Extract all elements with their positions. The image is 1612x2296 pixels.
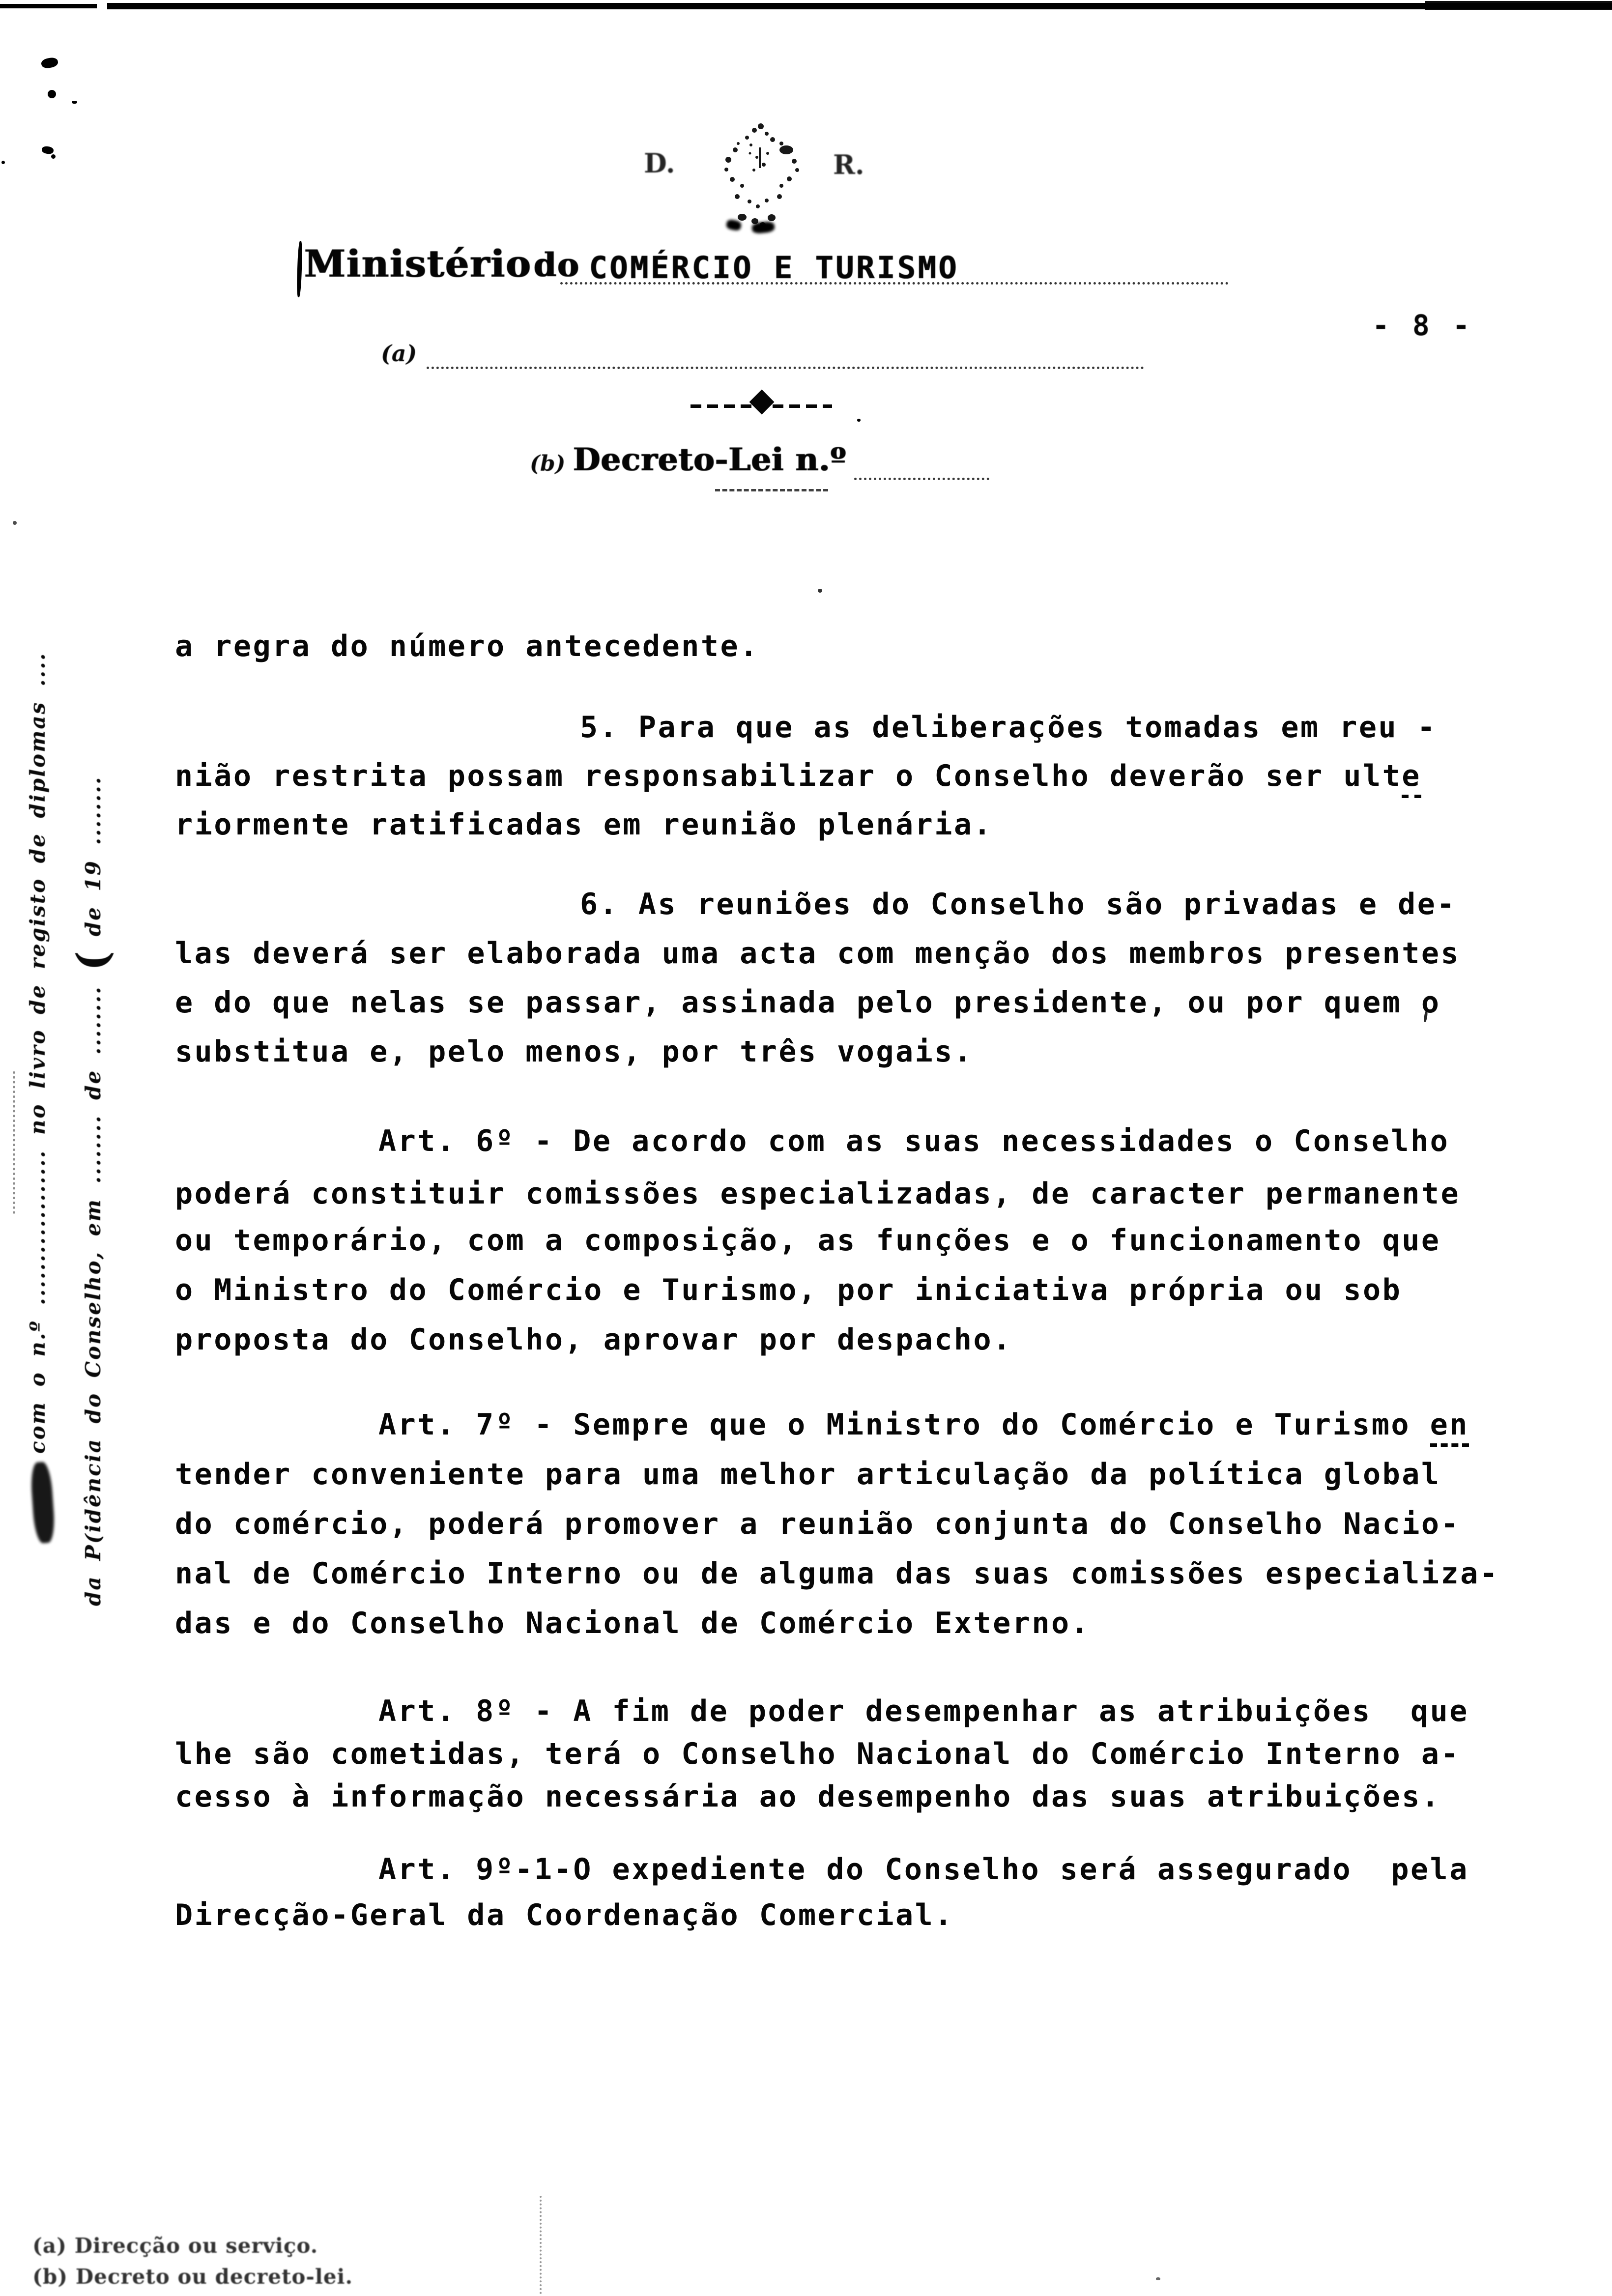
body-text: Art. 8º - A fim de poder desempenhar as atribuições que (378, 1694, 1469, 1728)
print-bracket-stroke (296, 241, 303, 297)
body-text: do comércio, poderá promover a reunião conjunta do Conselho Nacio- (175, 1507, 1461, 1541)
body-text-underlined: en (1430, 1407, 1469, 1447)
scan-edge-line (0, 4, 97, 8)
body-line (175, 1779, 1441, 1814)
body-line (378, 1852, 1469, 1887)
body-text: nião restrita possam responsabilizar o Conselho deverão ser ult (175, 759, 1402, 793)
margin-note-text: da P(idência do Conselho, em ........ de ........ (81, 971, 105, 1606)
body-line (175, 1608, 1090, 1638)
body-text: tender conveniente para uma melhor articulação da política global (175, 1457, 1441, 1492)
divider-diamond-icon (749, 390, 775, 415)
field-a-dotted-line (427, 367, 1144, 369)
body-text: ou temporário, com a composição, as funções e o funcionamento que (175, 1223, 1441, 1258)
footer-dotted-line (540, 2196, 542, 2294)
body-text-underlined: e (1402, 759, 1421, 798)
ink-speck (13, 521, 17, 525)
footnote-b: (b) Decreto ou decreto-lei. (32, 2265, 353, 2289)
body-text: las deverá ser elaborada uma acta com menção dos membros presentes (175, 936, 1461, 971)
ink-speck (1, 161, 5, 164)
body-text: lhe são cometidas, terá o Conselho Nacional do Comércio Interno a- (175, 1737, 1461, 1771)
ink-speck (48, 90, 56, 98)
field-b-label: (b) (530, 451, 566, 476)
stamp-letter-right: R. (833, 149, 864, 180)
body-text: 5. Para que as deliberações tomadas em reu - (580, 710, 1437, 745)
body-text: 6. As reuniões do Conselho são privadas e de- (580, 887, 1457, 921)
body-text: riormente ratificadas em reunião plenária. (175, 807, 993, 842)
margin-dotted-line (13, 1071, 15, 1214)
ink-speck (1156, 2277, 1160, 2280)
stamp-emblem-icon (708, 123, 813, 233)
page-number: - 8 - (1372, 309, 1473, 342)
body-text: nal de Comércio Interno ou de alguma das suas comissões especializa- (175, 1556, 1499, 1591)
body-text: proposta do Conselho, aprovar por despacho. (175, 1322, 1012, 1357)
body-line (175, 1322, 1012, 1357)
divider-ornament (691, 404, 752, 408)
body-line (378, 1407, 1469, 1442)
form-dotted-line (560, 282, 1229, 285)
body-line (175, 1223, 1441, 1258)
decree-underline (715, 489, 828, 491)
ministry-connector: do (533, 246, 580, 284)
ministry-script-label: Ministério (304, 242, 531, 286)
body-line (580, 887, 1457, 921)
ministry-name: COMÉRCIO E TURISMO (589, 250, 959, 286)
body-text: Art. 6º - De acordo com as suas necessidades o Conselho (378, 1124, 1450, 1158)
field-a-label: (a) (381, 340, 417, 367)
body-line (175, 761, 1421, 791)
body-text: das e do Conselho Nacional de Comércio Externo. (175, 1606, 1091, 1640)
body-line (378, 1126, 1449, 1156)
margin-note-text: de 19 ........ (81, 775, 105, 951)
margin-note-line-2 (68, 775, 117, 1606)
margin-note-paren: ( (68, 950, 117, 971)
body-text: substitua e, pelo menos, por três vogais. (175, 1034, 974, 1069)
body-line (175, 1457, 1441, 1492)
body-text: o Ministro do Comércio e Turismo, por iniciativa própria ou sob (175, 1273, 1402, 1307)
body-text: cesso à informação necessária ao desempenho das suas atribuições. (175, 1779, 1441, 1814)
body-text: Art. 9º-1-O expediente do Conselho será assegurado pela (378, 1852, 1469, 1887)
footnote-a: (a) Direcção ou serviço. (32, 2234, 318, 2258)
body-line (378, 1696, 1469, 1726)
ink-speck (857, 419, 861, 422)
body-line (175, 1556, 1499, 1591)
ink-speck (41, 57, 59, 69)
body-text: a regra do número antecedente. (175, 629, 759, 663)
body-line (175, 1034, 974, 1069)
body-line (580, 710, 1437, 745)
margin-note-line-1: com o n.º .................. no livro de registo de diplomas .... (26, 652, 50, 1454)
body-text: poderá constituir comissões especializadas, de caracter permanente (175, 1177, 1461, 1211)
body-line (175, 1900, 954, 1930)
ink-speck (41, 145, 54, 154)
divider-ornament (773, 404, 832, 408)
ink-speck (51, 154, 56, 159)
body-line (175, 1739, 1460, 1769)
ink-speck (72, 101, 77, 104)
body-line (175, 1509, 1460, 1539)
body-line (175, 936, 1461, 971)
body-line (175, 631, 759, 661)
body-text: Art. 7º - Sempre que o Ministro do Comércio e Turismo (378, 1407, 1430, 1442)
body-line (175, 807, 993, 842)
decree-label: Decreto-Lei n.º (573, 441, 846, 478)
scan-edge-line (107, 3, 1612, 9)
body-line (175, 1177, 1461, 1211)
body-text: Direcção-Geral da Coordenação Comercial. (175, 1898, 954, 1932)
scan-edge-line (1425, 1, 1612, 10)
body-line (175, 1275, 1402, 1305)
ink-speck (818, 589, 822, 593)
decree-dotted-line (854, 478, 989, 480)
stamp-letter-left: D. (644, 147, 675, 179)
body-text: e do que nelas se passar, assinada pelo presidente, ou por quem o (175, 985, 1441, 1020)
body-line (175, 985, 1441, 1020)
margin-ink-smudge (29, 1462, 56, 1544)
